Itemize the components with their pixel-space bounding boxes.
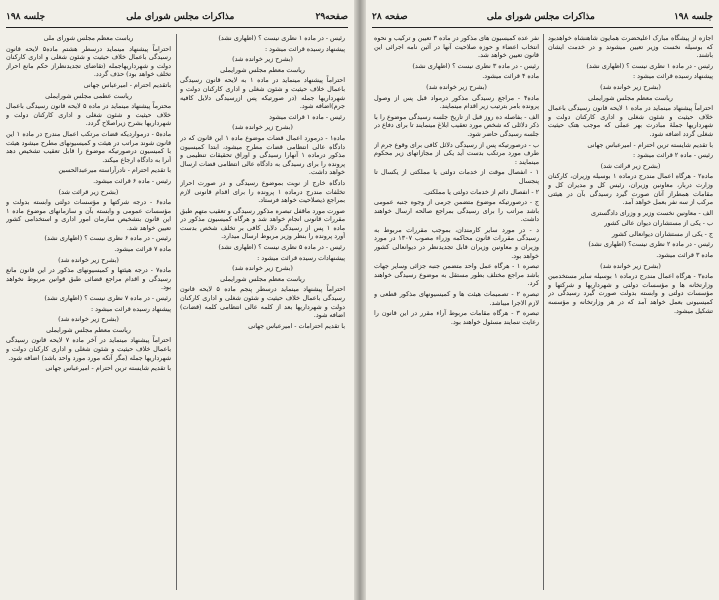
paragraph: رئیس - در ماده ۷ نظری نیست ؟ (اظهاری نشد) <box>44 294 171 303</box>
header-rule <box>372 27 713 28</box>
paragraph: (بشرح زیر خوانده شد) <box>232 55 293 64</box>
paragraph: ماده۴ - مراجع رسیدگی مذکور درمواد قبل پس از وصول پرونده بامر بترتیب زیر اقدام مینمایند. <box>374 93 539 111</box>
paragraph: ماده۲ - هرگاه اعمال مندرج درماده ۱ بوسیله وزیران، کارکنان وزارت دربار، معاونین وزیران، رئیس کل و مدیران کل و مقامات همطراز آنان صورت گیرد رسیدگی بآن در هیئتی مرکب از سه نفر بعمل خواهد آمد. <box>548 172 713 207</box>
paragraph: اجازه از پیشگاه مبارک اعلیحضرت همایون شاهنشاه خواهدبود که بوسیله نخست وزیر تعیین میشوند و در خدمت ایشان باشند. <box>548 34 713 60</box>
paragraph: با تقدیم احترام - نادرآراسته میرعبدالحسین <box>58 166 171 175</box>
paragraph: تبصره ۱ - هرگاه عمل واحد متضمن جنبه جزائی وسایر جهات باشد مراجع مختلف بطور مستقل به موضوع رسیدگی خواهند کرد. <box>374 262 539 288</box>
paragraph: دادگاه خارج از نوبت بموضوع رسیدگی و در صورت احراز تخلفات مندرج درماده ۱ پرونده را برای اقدام قانونی لازم بمراجع ذیصلاحیت خواهد فرستاد. <box>180 178 345 205</box>
paragraph: ریاست معظم مجلس شورایملی <box>220 65 305 74</box>
paragraph: ریاست معظم مجلس شورایملی <box>588 93 673 102</box>
paragraph: احتراماً پیشنهاد مینماید در آخر ماده ۷ لایحه قانون رسیدگی باعمال خلاف حیثیت و شئون شغلی و اداری کارکنان دولت و شهرداریها جمله (مگر آنکه مورد مورد واحد باشد) اضافه شود. <box>6 336 171 362</box>
paragraph: رئیس - در ماده ۵ نظری نیست ؟ (اظهاری نشد) <box>218 243 345 252</box>
paragraph: (بشرح زیر خوانده شد) <box>58 255 119 264</box>
paragraph: ماده۳ - هرگاه اعمال مندرج درماده ۱ بوسیله سایر مستخدمین وزارتخانه ها و مؤسسات دولتی و شهرداریها و شرکتها و مؤسسات دولتی و وابسته بدولت صورت گیرد رسیدگی در کمیسیونی بعمل خواهد آمد که در هر وزارتخانه و مؤسسه تشکیل میشود. <box>548 272 713 315</box>
paragraph: پیشنهاد رسیده قرائت میشود : <box>90 304 171 313</box>
paragraph: د - در مورد سایر کارمندان، بموجب مقررات مربوط به رسیدگی مقررات قانون محاکمه وزراء مصوب ۱۳۰۷ در مورد وزیران و معاونین وزیران قابل تجدیدنظر در دیوانعالی کشور خواهد بود. <box>374 225 539 260</box>
right-page <box>366 0 719 600</box>
paragraph: ریاست معظم مجلس شورای ملی <box>43 34 134 42</box>
publication-title: مذاکرات مجلس شورای ملی <box>126 12 235 22</box>
paragraph: رئیس - در ماده ۱ نظری نیست ؟ (اظهاری نشد) <box>218 34 345 42</box>
paragraph: رئیس - در ماده ۶ نظری نیست ؟ (اظهاری نشد) <box>44 234 171 243</box>
paragraph: (بشرح زیر قرائت شد) <box>600 161 661 170</box>
paragraph: ماده۷ - درجه هیئتها و کمیسیونهای مذکور در این قانون مانع رسیدگی و اقدام مراجع قضائی طبق قوانین مربوط نخواهد بود. <box>6 266 171 292</box>
column-divider <box>543 34 544 590</box>
header-rule <box>6 27 348 28</box>
column-divider <box>176 34 177 590</box>
page-number: صفحه۲۹ <box>315 12 348 22</box>
paragraph: ۲ - انفصال دائم از خدمات دولتی یا مملکتی. <box>423 187 539 196</box>
paragraph: ماده۱ - درمورد اعمال قضات موضوع ماده ۱ این قانون که در دادگاه عالی انتظامی قضات مطرح میشود، ابتدا کمیسیون مذکور درماده ۱ آنهارا رسیدگی و اوراق تحقیقات تنظیمی و پرونده را برای رسیدگی به دادگاه عالی انتظامی قضات ارسال خواهد داشت. <box>180 133 345 177</box>
session-number: جلسه ۱۹۸ <box>6 12 46 22</box>
paragraph: رئیس - در ماده ۱ نظری نیست ؟ (اظهاری نشد) <box>586 61 713 70</box>
paragraph: احتراماً پیشنهاد مینماید در ماده ۱ به لایحه قانون رسیدگی باعمال خلاف حیثیت و شئون شغلی و اداری کارکنان دولت و شهرداریها جمله (در صورتیکه پس ازرسیدگی دلایل کافیه جرم)اضافه شود. <box>180 76 345 111</box>
paragraph: (بشرح زیر خوانده شد) <box>600 82 661 91</box>
paragraph: با تقدیم احترامات - امیرعباس جهانی <box>248 321 345 330</box>
page-header <box>6 10 348 24</box>
paragraph: ماده۵ - درمواردیکه قضات مرتکب اعمال مندرج در ماده ۱ این قانون شوند مراتب در هیئت و کمیسیونهای مطرح میشود هیئت با کمیسیون درصورتیکه موضوع را قابل تعقیب تشخیص دهد آنرا به دادگاه ارجاع میکند. <box>6 129 171 164</box>
paragraph: پیشنهادات رسیده قرائت میشود : <box>257 253 345 262</box>
paragraph: رئیس - در ماده ۲ نظری نیست؟ (اظهاری نشد) <box>588 240 713 249</box>
paragraph: (بشرح زیر خوانده شد) <box>232 123 293 132</box>
paragraph: با تقدیم شایسته ترین احترام - امیرعباس جهانی <box>45 364 171 373</box>
text-column-left <box>6 34 171 594</box>
paragraph: باتقدیم احترام - امیرعباس جهانی <box>83 80 171 89</box>
paragraph: ماده۶ - درجه شرکتها و مؤسسات دولتی وابسته بدولت و مؤسسات عمومی و وابسته بآن و سازمانهای موضوع ماده ۱ این قانون بتشخیص سازمان امور اداری و استخدامی کشور تعیین خواهد شد. <box>6 198 171 232</box>
text-column-left <box>374 34 539 594</box>
session-number: جلسه ۱۹۸ <box>673 12 713 22</box>
paragraph: ماده ۳ قرائت میشود. <box>656 251 713 260</box>
paragraph: ماده ۷ قرائت میشود. <box>114 245 171 254</box>
paragraph: ۱ - انفصال موقت از خدمات دولتی یا مملکتی از یکسال تا پنجسال <box>374 168 539 185</box>
paragraph: (بشرح زیر خوانده شد) <box>600 261 661 270</box>
page-number: صفحه ۲۸ <box>372 12 408 22</box>
paragraph: پیشنهاد رسیده قرائت میشود : <box>632 72 713 81</box>
paragraph: با تقدیم شایسته ترین احترام - امیرعباس جهانی <box>587 140 713 149</box>
book-gutter <box>354 0 366 600</box>
paragraph: تبصره ۲ - تصمیمات هیئت ها و کمیسیونهای مذکور قطعی و لازم الاجرا میباشد. <box>374 290 539 307</box>
left-page <box>0 0 354 600</box>
paragraph: ج - درصورتیکه موضوع متضمن جرمی از وجوه جنبه عمومی باشد مراتب را برای رسیدگی بمراجع صالحه ارسال خواهند داشت. <box>374 198 539 224</box>
paragraph: (بشرح زیر خوانده شد) <box>58 315 119 324</box>
paragraph: احتراماً پیشنهاد مینماید درسطر هشتم ماده۵ لایحه قانون رسیدگی باعمال خلاف حیثیت و شئون شغلی و اداری کارکنان دولت و شهرداریهاجمله (تقاضای تجدیدنظراز حکم مانع احراز تخلف خواهد بود) حذف گردد. <box>6 44 171 79</box>
paragraph: ب - درصورتیکه پس از رسیدگی دلائل کافی برای وقوع جرم از طرف مورد مرتکب بدست آید یکی از مجازاتهای زیر محکوم مینمایند : <box>374 140 539 166</box>
paragraph: رئیس - ماده ۱ قرائت میشود <box>269 112 345 121</box>
paragraph: ج - یکی از مستشاران دیوانعالی کشور <box>611 229 713 238</box>
paragraph: الف - معاونین نخست وزیر و وزرای دادگستری <box>591 208 713 217</box>
paragraph: (بشرح زیر خوانده شد) <box>426 82 487 91</box>
text-column-right <box>548 34 713 594</box>
paragraph: ریاست معظم مجلس شورایملی <box>46 325 131 334</box>
paragraph: احتراماً پیشنهاد مینماید در ماده ۱ لایحه قانون رسیدگی باعمال خلاف حیثیت و شئون شغلی و اداری کارکنان دولت و شهرداریها جملهٔ مبادرت بهر عملی که موجب هتک حیثیت شغلی گردد اضافه شود. <box>548 104 713 138</box>
paragraph: ماده ۴ قرائت میشود. <box>482 72 539 81</box>
paragraph: (بشرح زیر قرائت شد) <box>58 187 119 196</box>
paragraph: رئیس - در ماده ۳ نظری نیست ؟ (اظهاری نشد) <box>412 61 539 70</box>
paragraph: رئیس - ماده ۶ قرائت میشود. <box>93 176 171 185</box>
paragraph: تبصره ۳ - هرگاه مقامات مربوط آراء مقرر در این قانون را رعایت ننمایند مسئول خواهند بود. <box>374 309 539 326</box>
paragraph: رئیس - ماده ۲ قرائت میشود : <box>632 151 713 160</box>
paragraph: محترماً پیشنهاد مینماید در ماده ۵ لایحه قانون رسیدگی باعمال خلاف حیثیت و شئون شغلی و اداری کارکنان دولت و شهرداریها بشرح زیراصلاح گردد. <box>6 102 171 128</box>
paragraph: نفر عده کمیسیون های مذکور در ماده ۳ تعیین و ترکیب و نحوه انتخاب اعضاء و حوزه صلاحیت آنها در آئین نامه اجرائی این قانون تعیین خواهد شد. <box>374 34 539 60</box>
paragraph: (بشرح زیر خوانده شد) <box>232 264 293 273</box>
publication-title: مذاکرات مجلس شورای ملی <box>486 12 595 22</box>
paragraph: پیشنهاد رسیده قرائت میشود : <box>264 44 345 53</box>
paragraph: الف - بفاصله ده روز قبل از تاریخ جلسه رسیدگی موضوع را با ذکر دلائلی که شخص مورد تعقیب ابلاغ مینمایند تا برای دفاع در جلسه رسیدگی حاضر شود. <box>374 112 539 138</box>
paragraph: ریاست عظمی مجلس شورایملی <box>45 91 132 100</box>
text-column-right <box>180 34 345 594</box>
paragraph: احتراماً پیشنهاد مینماید درسطر پنجم ماده ۵ لایحه قانون رسیدگی باعمال خلاف حیثیت و شئون شغلی و اداری کارکنان دولت و شهرداریها بعد از کلمه عالی انتظامی کلمه (قضات) اضافه شود. <box>180 285 345 320</box>
paragraph: صورت مورد ماقفل تبصره مذکور رسیدگی و تعقیب متهم طبق مقررات قانونی انجام خواهد شد و هرگاه کمیسیون مذکور در ماده ۱ پس از رسیدگی دلایل کافی بر تخلف شخص بدست آورد پرونده را بنظر وزیر مربوط ارسال میدارد. <box>180 206 345 241</box>
page-header <box>372 10 713 24</box>
paragraph: ریاست معظم مجلس شورایملی <box>220 274 305 283</box>
paragraph: ب - یکی از مستشاران دیوان عالی کشور <box>604 219 713 228</box>
